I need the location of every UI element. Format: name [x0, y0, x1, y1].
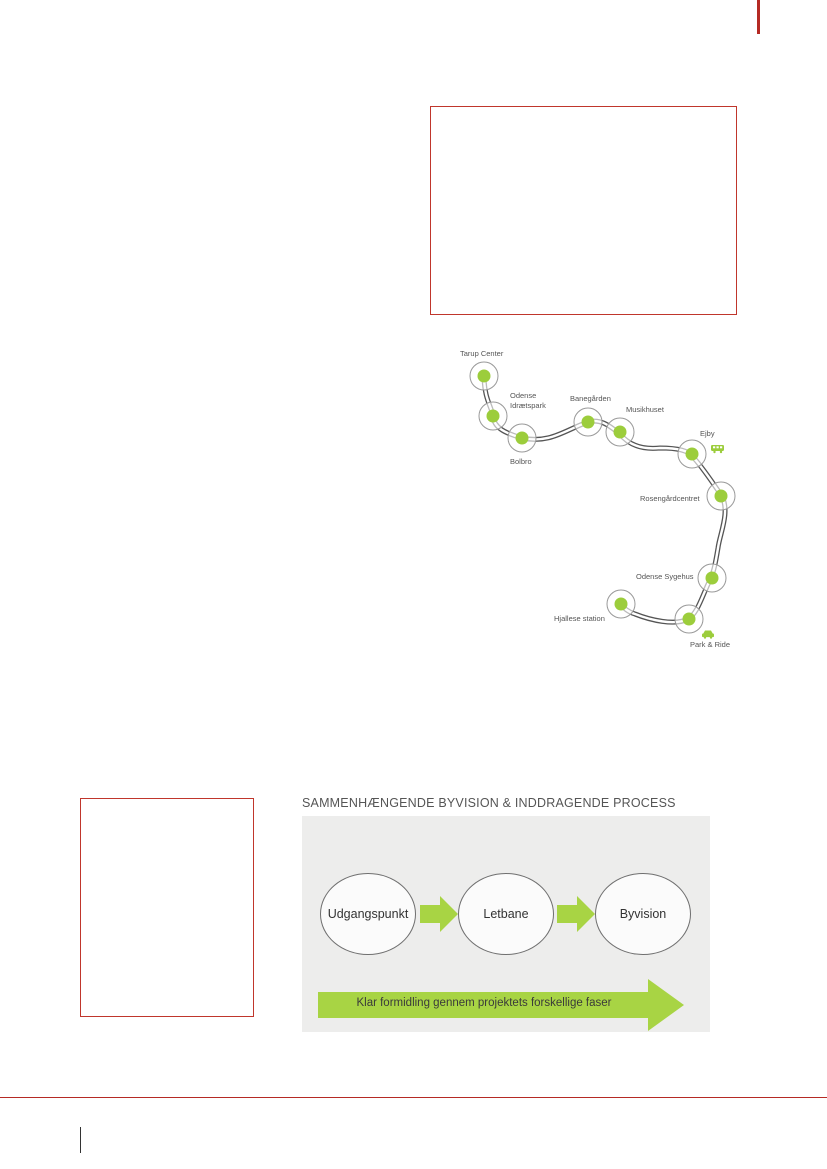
station-label-rosengardcentret: Rosengårdcentret [640, 494, 700, 503]
process-step-byvision: Byvision [595, 873, 691, 955]
station-label-ejby: Ejby [700, 429, 715, 438]
top-accent-bar [757, 0, 760, 34]
station-bolbro [508, 424, 536, 466]
station-hjallese-station [554, 590, 635, 623]
light-rail-route-map [440, 338, 760, 658]
footer-page-divider [80, 1127, 81, 1153]
process-diagram-panel [302, 816, 710, 1032]
station-label-banegarden: Banegården [570, 394, 611, 403]
step-arrow-icon [420, 896, 458, 932]
station-park-ride [675, 605, 730, 649]
process-banner-text: Klar formidling gennem projektets forskellige faser [356, 997, 612, 1009]
station-rosengardcentret [640, 482, 735, 510]
station-label-torup-center: Tarup Center [460, 349, 504, 358]
station-odense-sygehus [636, 564, 726, 592]
text-box-top-right [430, 106, 737, 315]
car-icon [702, 631, 714, 639]
station-label-odense-sygehus: Odense Sygehus [636, 572, 694, 581]
station-musikhuset [606, 405, 665, 446]
station-label-bolbro: Bolbro [510, 457, 532, 466]
bus-icon [711, 445, 724, 453]
station-torup-center [460, 349, 504, 390]
process-step-udgangspunkt: Udgangspunkt [320, 873, 416, 955]
process-title: SAMMENHÆNGENDE BYVISION & INDDRAGENDE PROCESS [302, 796, 676, 810]
station-label-idraetspark: Idrætspark [510, 401, 546, 410]
station-label-hjallese-station: Hjallese station [554, 614, 605, 623]
text-box-bottom-left [80, 798, 254, 1017]
step-arrow-icon [557, 896, 595, 932]
station-label-park-ride: Park & Ride [690, 640, 731, 649]
station-ejby [678, 429, 724, 468]
footer-rule [0, 1097, 827, 1098]
station-label-odense: Odense [510, 391, 537, 400]
process-step-letbane: Letbane [458, 873, 554, 955]
station-banegarden [570, 394, 611, 436]
station-label-musikhuset: Musikhuset [626, 405, 664, 414]
